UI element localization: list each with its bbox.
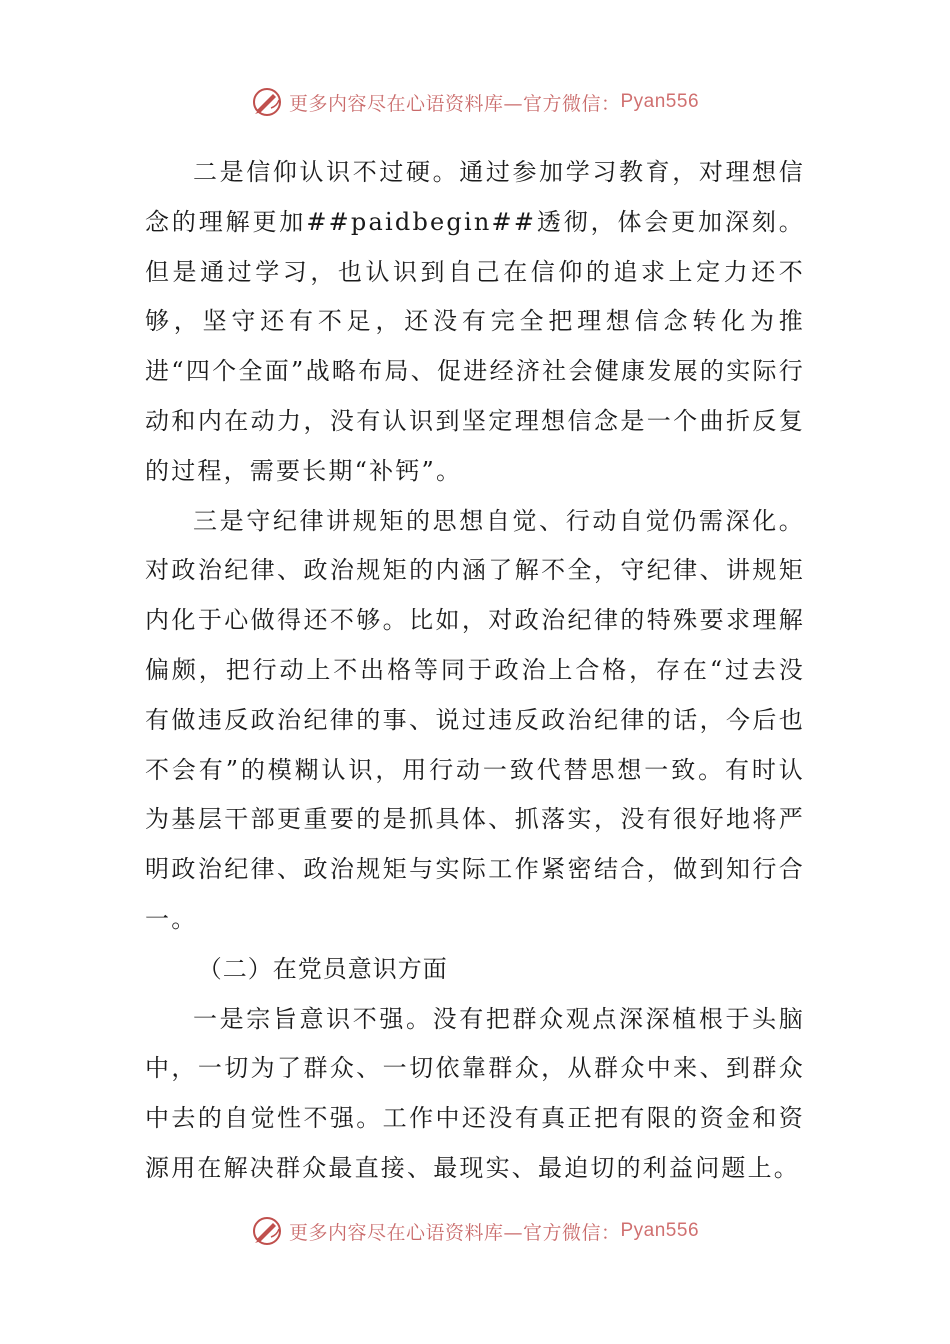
- banner-site-text: 更多内容尽在心语资料库—官方微信：: [288, 1221, 621, 1244]
- paragraph-discipline: 三是守纪律讲规矩的思想自觉、行动自觉仍需深化。对政治纪律、政治规矩的内涵了解不全，守纪律、讲规矩内化于心做得还不够。比如，对政治纪律的特殊要求理解偏颇，把行动上不出格等同于政治上合格，存在“过去没有做违反政治纪律的事、说过违反政治纪律的话，今后也不会有”的模糊认识，用行动一致代替思想一致。有时认为基层干部更重要的是抓具体、抓落实，没有很好地将严明政治纪律、政治规矩与实际工作紧密结合，做到知行合一。: [145, 506, 805, 933]
- paragraph-purpose: 一是宗旨意识不强。没有把群众观点深深植根于头脑中，一切为了群众、一切依靠群众，从群众中来、到群众中去的自觉性不强。工作中还没有真正把有限的资金和资源用在解决群众最直接、最现实、最迫切的利益问题上。: [145, 1004, 805, 1182]
- header-banner: [0, 82, 950, 122]
- paragraph-belief: 二是信仰认识不过硬。通过参加学习教育，对理想信念的理解更加##paidbegin##透彻，体会更加深刻。但是通过学习，也认识到自己在信仰的追求上定力还不够，坚守还有不足，还没有完全把理想信念转化为推进“四个全面”战略布局、促进经济社会健康发展的实际行动和内在动力，没有认识到坚定理想信念是一个曲折反复的过程，需要长期“补钙”。: [145, 158, 805, 485]
- banner-wechat-id: Pyan556: [620, 1220, 700, 1241]
- footer-banner: [0, 1211, 950, 1251]
- pen-logo-icon: [251, 1215, 283, 1247]
- banner-wechat-id: Pyan556: [620, 91, 700, 112]
- section-heading-party-awareness: （二）在党员意识方面: [197, 954, 448, 983]
- document-body: [145, 148, 805, 1194]
- banner-site-text: 更多内容尽在心语资料库—官方微信：: [288, 92, 621, 115]
- pen-logo-icon: [251, 86, 283, 118]
